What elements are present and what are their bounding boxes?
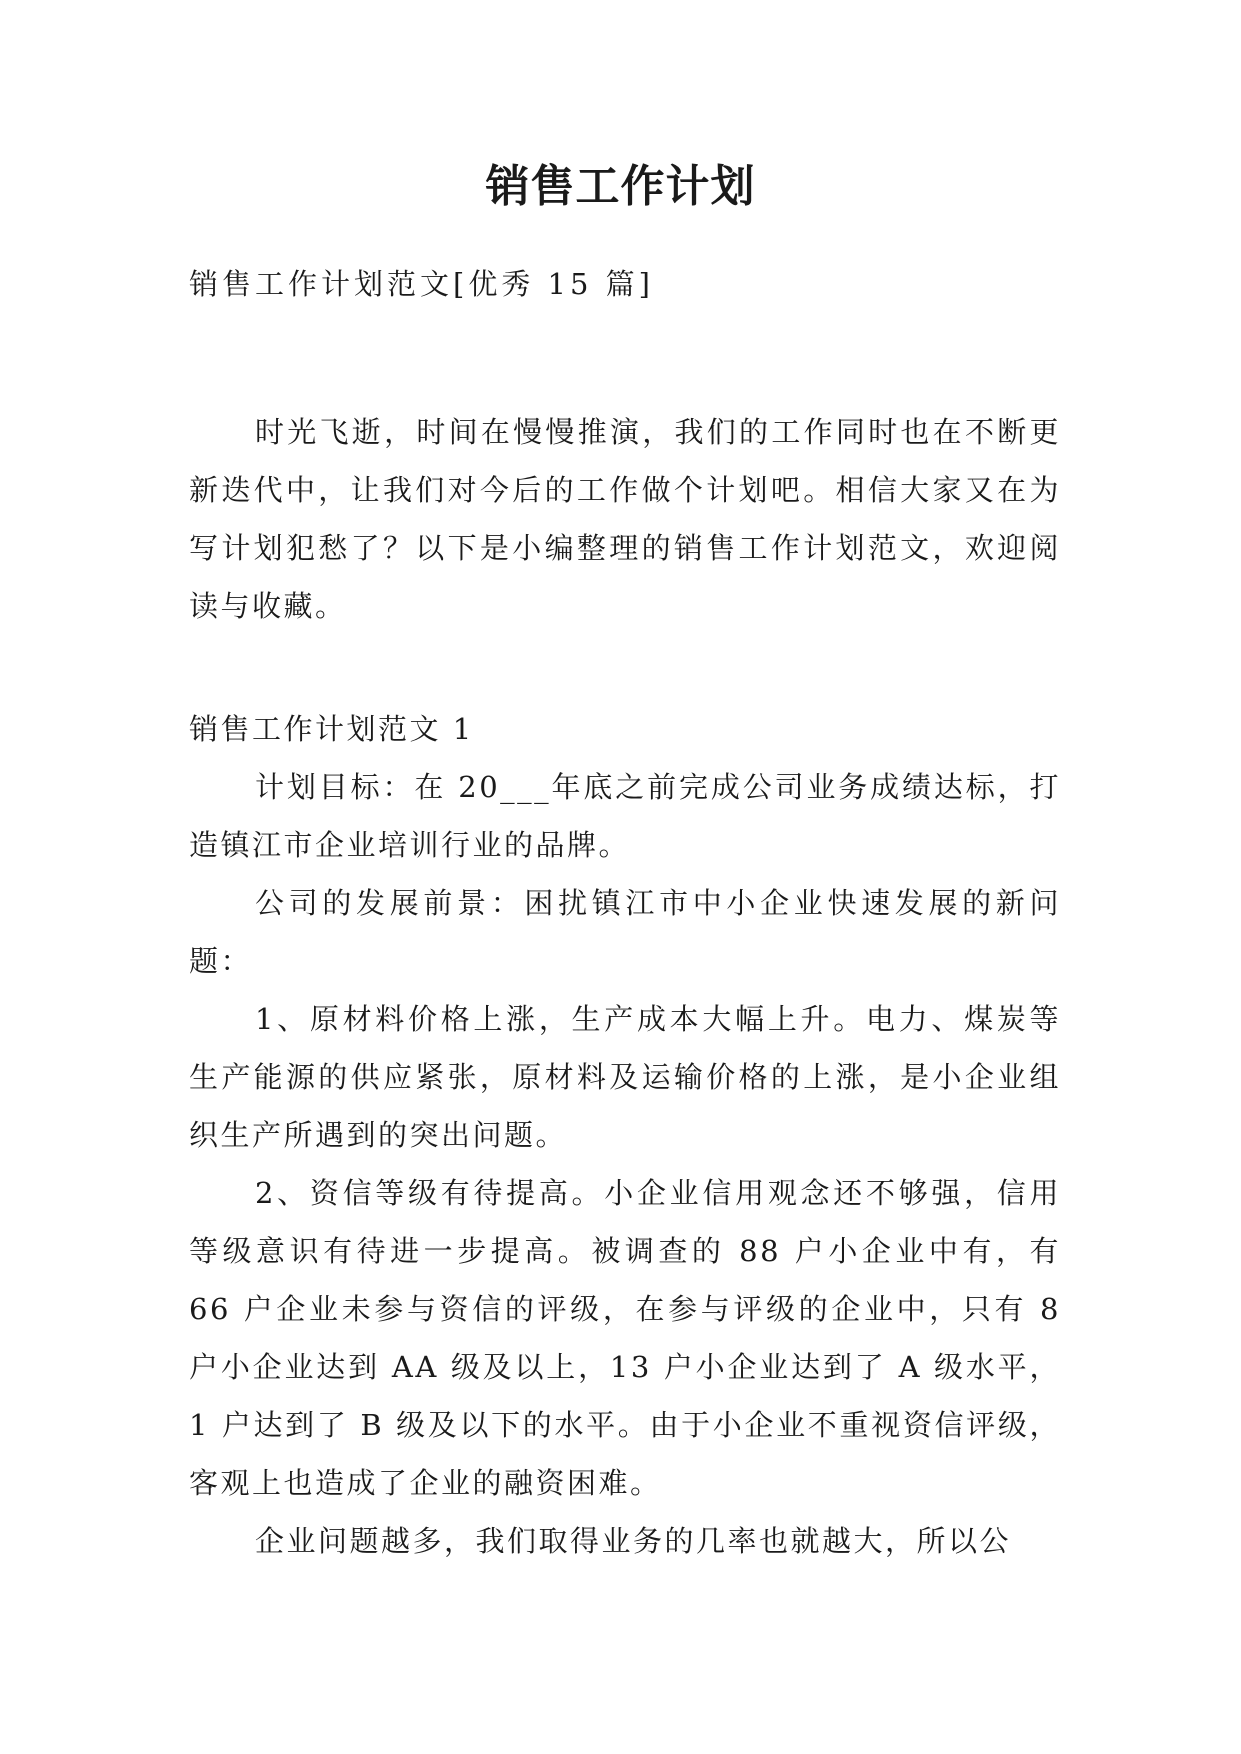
document-title: 销售工作计划: [485, 161, 756, 212]
section-block: [189, 700, 1061, 1570]
intro-paragraph: 时光飞逝，时间在慢慢推演，我们的工作同时也在不断更新迭代中，让我们对今后的工作做个计划吧。相信大家又在为写计划犯愁了？以下是小编整理的销售工作计划范文，欢迎阅读与收藏。: [189, 415, 1061, 623]
paragraph-goal: 计划目标：在 20___年底之前完成公司业务成绩达标，打造镇江市企业培训行业的品牌。: [189, 770, 1061, 862]
paragraph-conclusion: 企业问题越多，我们取得业务的几率也就越大，所以公: [255, 1524, 1012, 1558]
paragraph-outlook: 公司的发展前景：困扰镇江市中小企业快速发展的新问题：: [189, 886, 1061, 978]
intro-block: [189, 403, 1061, 635]
document-subtitle: 销售工作计划范文[优秀 15 篇]: [189, 267, 654, 301]
paragraph-problem-1: 1、原材料价格上涨，生产成本大幅上升。电力、煤炭等生产能源的供应紧张，原材料及运输价格的上涨，是小企业组织生产所遇到的突出问题。: [189, 1002, 1061, 1152]
section-heading: 销售工作计划范文 1: [189, 712, 474, 746]
paragraph-problem-2: 2、资信等级有待提高。小企业信用观念还不够强，信用等级意识有待进一步提高。被调查的 88 户小企业中有，有 66 户企业未参与资信的评级，在参与评级的企业中，只有 8 户小企业达到 AA 级及以上，13 户小企业达到了 A 级水平，1 户达到了 B 级及以下的水平。由于小企业不重视资信评级，客观上也造成了企业的融资困难。: [189, 1176, 1061, 1500]
